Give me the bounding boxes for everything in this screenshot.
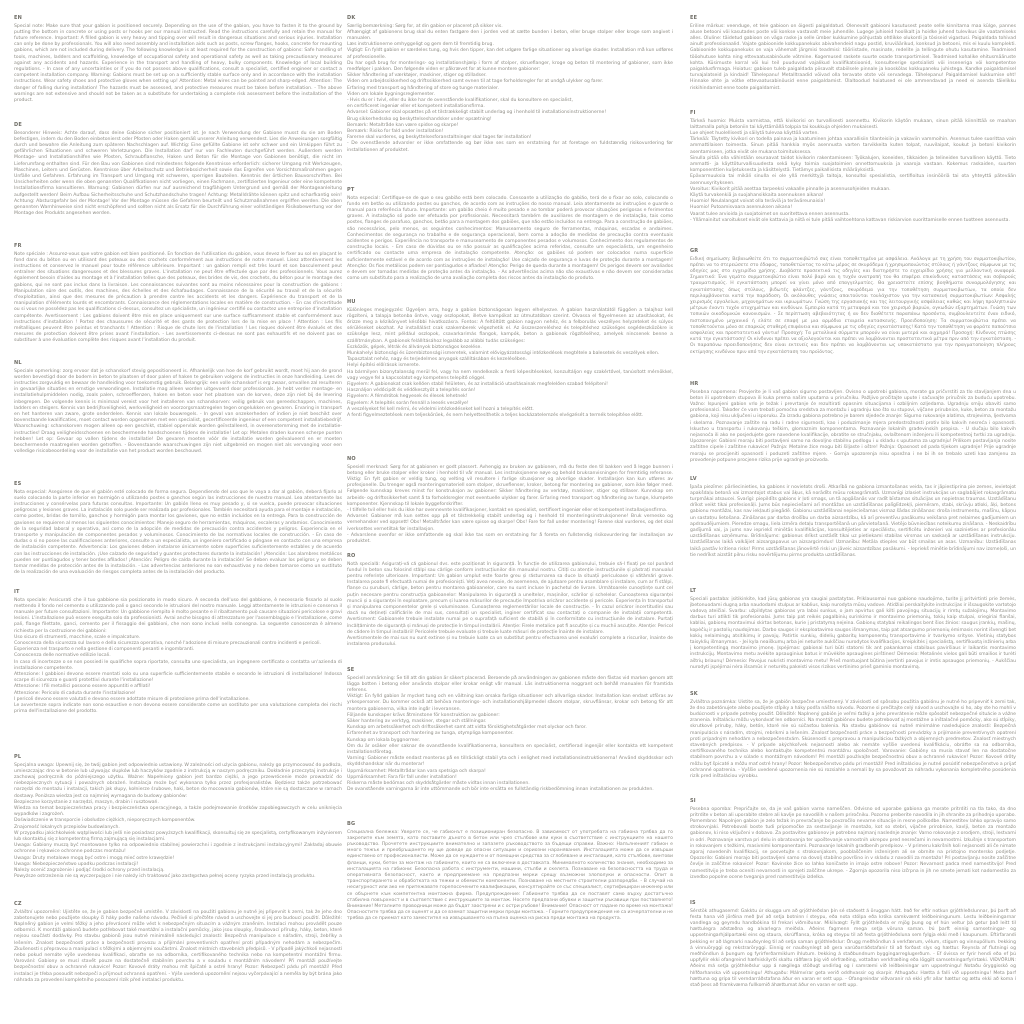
instruction-paragraph: Eszközök, gépek, létrák és állványok biztonságos kezelése. <box>347 344 482 350</box>
language-section-HR <box>690 381 1016 464</box>
instruction-paragraph: Erfaring med transport og håndtering af store og tunge materialer. <box>347 85 499 91</box>
instruction-paragraph: Ha bármilyen bizonytalanság merül fel, vagy ha nem rendelkezik a fenti képesítésekkel, konzultáljon egy szakértővel, tanúsított mérnökkel, vagy vegye fel a kapcsolatot egy kompetens telepítő céggel. <box>347 369 673 381</box>
instruction-paragraph: Uwaga: Gabiony muszą być montowane tylko na odpowiednio stabilnej powierzchni i zgodnie z instrukcjami instalacyjnymi! Zakładaj obuwie ochronne i rękawice ochronne podczas montażu! <box>14 843 342 855</box>
instruction-paragraph: Conoscenza della sicurezza sul lavoro e della sicurezza operativa, nonché l'adozione di misure precauzionali contro incidenti e pericoli. <box>14 640 322 646</box>
instruction-paragraph: Avertismentele de mai sus nu sunt extinse și nu trebuie luate ca un substitut pentru efectuarea unei evaluări complete a riscurilor, înainte de instalarea produsului. <box>347 635 673 648</box>
instruction-paragraph: A veszélyeket fel kell mérni, és védelmi intézkedéseket kell hozni a telepítés előtt. <box>347 406 534 412</box>
instruction-paragraph: Zvláštna poznámka: Uistite sa, že je gabión bezpečne umiestnený. V závislosti od spôsobu použitia gabiónu je nutné ho pripevniť k zemi tak, že dno zabetónujete alebo použijete stĺpiky a háky podľa nášho návodu. Pozorne si prečítajte celý návod a uschovajte si ho, aby ste ho mohli v budúcnosti v prípade potreby použiť. Dôležité: Naplnený gabión je veľmi ťažký a jeho prevrátenie môže spôsobiť nebezpečné situácie a vážne zranenia. Inštaláciu môžu vykonávať len odborníci. Na montáž gabiónov budete potrebovať aj montážne a inštalačné pomôcky, ako sú stĺpiky, skrutkové príruby, háky, betón, ktoré nie sú súčasťou balenia. Na stavbu gabiónov sú nutné minimálne nasledujúce znalosti: Bezpečná manipulácia s náradím, strojmi, rebríkmi a lešením. Znalosť bezpečnosti práce a bezpečnosti prevádzky a prijímanie preventívnych opatrení proti prípadným nehodám a nebezpečenstvám. Skúsenosti s prepravou a manipuláciou ťažkých a objemných predmetov. Znalosť miestnych stavebných predpisov. - V prípade akýchkoľvek nejasností alebo ak nemáte vyššie uvedenú kvalifikáciu, obráťte sa na odborníka, certifikovaného technika alebo kontaktujte kompetentnú montážnu spoločnosť. Varovanie: Gabióny sa musia stavať len na dostatočne stabilnom povrchu a v súlade s montážnym návodom! Pri montáži používajte bezpečnostnú obuv a ochranné rukavice! Pozor: Kovové drôty môžu byť špicaté a môžu mať ostré hrany! Pozor: Nebezpečenstvo pádu pri montáži! Pred inštaláciou je nutné posúdiť nebezpečenstvo a prijať ochranné opatrenia. - Vyššie uvedené upozornenia nie sú rozsiahle a nemali by sa považovať za náhradu vykonania kompletného posúdenia rizík pred inštaláciou výrobku. <box>690 699 1016 779</box>
instruction-paragraph: Advarsel: Gabioner skal opsættes på et tilstrækkeligt stabilt underlag og i henhold til installationsinstruktionerne! <box>347 110 607 116</box>
instruction-paragraph: Īpaša piezīme: pārliecinieties, ka gabions ir novietots droši. Atkarībā no gabiona izmantošanas veida, tas ir jāpiestiprina pie zemes, ievietojot apakšdaļu betonā vai izmantojot stabus vai āķus, kā norādīts mūsu rokasgrāmatā. Uzmanīgi izlasiet instrukcijas un saglabājiet rokasgrāmatu turpmākai atsaucei. Svarīgi: piepildīts gabions ir ļoti smags, un tā apgāšanās var radīt bīstamas situācijas un nopietnas traumas. Uzstādīšanu drīkst veikt tikai profesionāļi. Jums būs nepieciešami arī montāžas un uzstādīšanas palīglīdzekļi, piemēram, stabi, skrūvju atloki, āķi, betons gabionu montāžai, kas nav iekļauti piegādē. Gabionu uzstādīšanai nepieciešamas vismaz šādas zināšanas: droša instrumentu, mašīnu, kāpņu un sastatņu lietošana. Zināšanas par darba drošību un darba aizsardzību, kā arī preventīvu pasākumu veikšana pret nelaimes gadījumiem un apdraudējumiem. Pieredze smagu, liela izmēra detaļu transportēšanā un pārvietošanā. Vietējo būvniecības noteikumu zināšana. - Neskaidrību gadījumā vai, ja jums nav iepriekš minētās kvalifikācijas, konsultējieties ar speciālistu, sertificētu inženieri vai sazinieties ar profesionālu uzstādīšanas uzņēmumu. Brīdinājums: gabionus drīkst uzstādīt tikai uz pietiekami stabilas virsmas un saskaņā ar uzstādīšanas instrukciju. Uzstādīšanas laikā valkājiet aizsargapavus un aizsargcimdus! Uzmanību: Metāla stieples var būt smailas un asas. Uzmanību: Uzstādīšanas laikā pastāv kritiena risks! Pirms uzstādīšanas jānovērtē riski un jāveic aizsardzības pasākumi. - Iepriekš minētie brīdinājumi nav izsmeļoši, un tie nedrīkst aizstāt pilnu risku novērtējumu pirms produkta uzstādīšanas. <box>690 484 1016 558</box>
instruction-paragraph: Tapasztalat nehéz, nagy és terjedelmes anyagok szállításában és kezelésében. <box>347 357 528 363</box>
language-code-label: HR <box>690 381 699 387</box>
instruction-paragraph: Viktigt: En fylld gabion är mycket tung och en vältning kan orsaka farliga situationer och allvarliga skador. Installation kan endast utföras av yrkespersoner. Du kommer också att behöva monterings- och installationshjälpmedel såsom stolpar, skruvflänsar, krokar och betong för att montera gabionerna, vilka inte ingår i leveransen. <box>347 694 673 712</box>
instruction-paragraph: Tärkeää: Täytetty kivikori on todella painava ja kaatuminen johtaa vaarallisiin tilanteisiin ja vakaviin vammoihin. Asennus tulee suorittaa vain ammattilaisen toimesta. Sinun pitää hankkia myös asennusta varten tarvikkeita kuten tolpat, ruuvilaipat, koukut ja betoni kivikorin asentamiseen, jotka eivät ole mukana toimituksessa. <box>690 137 1016 155</box>
instruction-paragraph: Znajomość lokalnych przepisów budowlanych. <box>14 824 120 830</box>
instruction-paragraph: Særlig bemærkning: Sørg for, at din gabion er placeret på sikker vis. <box>347 23 503 29</box>
instruction-paragraph: Különleges megjegyzés: Ügyeljen arra, hogy a gabion biztonságosan legyen elhelyezve. A gabion használatától függően a talajhoz kell rögzíteni, a talapja betonba öntve, vagy oszlopokat, illetve kampókat az útmutatóban szerint. Olvassa el figyelmesen az utasításokat, és őrizze meg a kézikönyvet későbbi hivatkozásra. Fontos: A feltöltött gabion nagyon nehéz, és a felborulás veszélyes helyzeteket és súlyos sérüléseket okozhat. Az installálást csak szakemberek végezhetik el. Az összeszereléshez és telepítéshez szükséges segédeszközökre is szüksége lesz, mint például oszlopok, csavarkarimás flangok, kampók, beton a gabionok rögzítéséhez, amelyek nincsenek benne a szállítmányban. A gabionok felállításához legalább az alábbi tudás szükséges: <box>347 307 673 344</box>
instruction-paragraph: Du har også brug for monterings- og installationshjælp i form af stolper, skrueflanger, kroge og beton til montering af gabioner, som ikke medfølger i pakken. Den følgende viden er påkrævet for at kunne montere gabioner: <box>347 60 673 72</box>
language-code-label: SI <box>690 798 696 804</box>
language-code-label: DK <box>347 15 356 21</box>
instruction-paragraph: - Hvis du er i tvivl, eller du ikke har de ovenstående kvalifikationer, skal du konsultere en specialist, <box>347 97 573 103</box>
instruction-paragraph: - Advarslene ovenfor er ikke omfattende og skal ikke tas som en erstatning for å foreta en fullstendig risikovurdering før installasjon av produktet. <box>347 532 673 544</box>
instruction-paragraph: Conoscenza delle normative edilizie locali. <box>14 653 111 659</box>
instruction-paragraph: Epävarmuuksia tai mikäli sinulla ei ole yllä merkittyjä taitoja, konsultoi spesialistia, sertifioitua insinööriä tai ota yhteyttä pätevään asennusyritykseen. <box>690 174 1016 186</box>
language-section-IT <box>14 589 342 715</box>
language-section-EE <box>690 15 1016 92</box>
language-section-PT <box>347 187 673 282</box>
instruction-paragraph: Sérstök athugasemd: Gakktu úr skugga um að grjóthleðslan þín sé staðsett á öruggan hátt. Það fer eftir notkun grjóthleðslunnar, þú þarft að festa hana við jörðina með því að setja botninn í steypu, eða nota stólpa eða króka samkvæmt leiðbeiningunum. Lestu leiðbeiningarnar vandlega og geymdu handbókina til frekari viðmiðunar. Mikilvægt: Fyllt grjóthleðsla er mjög þung og ef hún veltur þá getur það leitt til hættulegra aðstæðna og alvarlegra meiðsla. Aðeins fagmenn mega setja vöruna saman. Þú þarft einnig samsetningar- og uppsetningarhjálpartæki eins og staura, skrúfflansa, króka og steypu til að festa grjóthleðsluna sem fylgja ekki með í kaupunum. Eftirfarandi þekking er að lágmarki nauðsynleg til að setja saman grjóthleðslur: Örugg meðhöndlun á verkfærum, vélum, stigum og vinnupöllum. Þekking á vinnuöryggi og rekstraröryggi. Einnig er nauðsynlegt að gera varúðarráðstafanir til að forðast slys og hættur. Reynsla af flutningi og meðhöndlun á þungum og fyrirferðarmiklum íhlutum. Þekking á staðbundnum byggingarreglugerðum. - Ef óvissa er fyrir hendi eða ef þú uppfyllir ekki ofangreind hæfniskilyrði skaltu ráðfæra þig við sérfræðing, vottaðan verkfræðing eða löggilt samsetningarfyrirtæki. VIÐVÖRUN: Aðeins má setja grjóthleðslur upp á nægilega stöðugt undirlag og í samræmi við leiðbeiningar um uppsetningu! Notaðu öryggisskó og hlífðarhanska við uppsetningu! Athugaðu: Málmvírar geta verið oddhvassir og skarpir. Athugaðu: Hætta á falli við uppsetningu! Meta þarf hættuna og grípa til verndarráðstafana áður en varan er sett upp. - Ofangreindar viðvaranir ná ekki yfir allar hættur og ættu ekki að koma í stað þess að framkvæma fullkomið áhættumat áður en varan er sett upp. <box>690 908 1016 988</box>
instruction-paragraph: Ειδική σημείωση: Βεβαιωθείτε ότι το συρματοκιβώτιό σας είναι τοποθετημένο με ασφάλεια. Ανάλογα με τη χρήση του συρματοκιβωτίου, πρέπει να το στερεώσετε στο έδαφος, τοποθετώντας το κάτω μέρος σε σκυρόδεμα ή χρησιμοποιώντας στύλους ή γάντζους σύμφωνα με τις οδηγίες μας στο εγχειρίδιο χρήσης. Διαβάστε προσεκτικά τις οδηγίες και διατηρήστε το εγχειρίδιο χρήσης για μελλοντική αναφορά. Σημαντικό: Ένα γεμάτο συρματοκιβώτιο είναι πολύ βαρύ και η τυχόν ανατροπή του θα επιφέρει επικίνδυνες καταστάσεις και σοβαρούς τραυματισμούς. Η εγκατάσταση μπορεί να γίνει μόνο από επαγγελματίες. Θα χρειαστείτε επίσης βοηθήματα συναρμολόγησης και εγκατάστασης όπως στύλους, βιδωτές φλάντζες, γάντζους, σκυρόδεμα για την τοποθέτηση συρματοκιβωτίων, τα οποία δεν περιλαμβάνονται κατά την παράδοση. Οι ακόλουθες γνώσεις απαιτούνται τουλάχιστον για την κατασκευή συρματοκιβωτίων: Ασφαλής χειρισμός εργαλείων, μηχανημάτων και ικριωμάτων. Γνώση της εργασιακής και της λειτουργικής ασφάλειας καθώς και λήψη προληπτικών μέτρων έναντι τυχόν ατυχημάτων και κινδύνων. Εμπειρία κατά τη μεταφορά και τον χειρισμό βαριών, ογκωδών εξαρτημάτων. Γνώση των τοπικών οικοδομικών κανονισμών. - Σε περίπτωση αβεβαιότητας ή αν δεν διαθέτετε παραπάνω προσόντα, συμβουλευτείτε έναν ειδικό, πιστοποιημένο μηχανικό ή ελάτε σε επαφή με μια αρμόδια εταιρεία κατασκευής. Προειδοποίηση: Τα συρματοκιβώτια πρέπει να τοποθετούνται μόνο σε επαρκώς σταθερή επιφάνεια και σύμφωνα με τις οδηγίες εγκατάστασης! Κατά την τοποθέτηση να φοράτε παπούτσια ασφαλείας και προστατευτικά γάντια! Προσοχή: Τα μεταλλικά σύρματα μπορούν να είναι μυτερά και αιχμηρά! Προσοχή: Κίνδυνος πτώσης κατά την εγκατάσταση! Οι κίνδυνοι πρέπει να αξιολογούνται και πρέπει να λαμβάνονται προστατευτικά μέτρα πριν από την εγκατάσταση. - Οι παραπάνω προειδοποιήσεις δεν είναι εκτενείς και δεν πρέπει να λαμβάνονται ως υποκατάστατο για την πραγματοποίηση πλήρους εκτίμησης κινδύνου πριν από την εγκατάσταση του προϊόντος. <box>690 256 1016 355</box>
language-section-NL <box>14 360 342 455</box>
instruction-paragraph: Posebna napomena: Provjerite je li vaš gabion sigurno postavljen. Ovisno o upotrebi gabiona, morate ga pričvrstiti za tlo stavljanjem dna u beton ili upotrebom stupova ili kuka prema našim uputama u priručniku. Pažljivo pročitajte upute i sačuvajte priručnik za buduću upotrebu. Važno: Ispunjeni gabion vrlo je težak i prevrtanje će rezultirati opasnim situacijama i ozbiljnim ozljedama. Ugradnju smiju obaviti samo profesionalci. Također će vam trebati pomoćna sredstva za montažu i ugradnju kao što su stupovi, vijčane prirubnice, kuke, beton za montažu gabiona, koji nisu uključeni u isporuku. Za izradu gabiona potrebno je barem sljedeće znanje: Sigurno rukovanje alatima, strojevima, ljestvama i skelama. Poznavanje zaštite na radu i radne sigurnosti, kao i poduzimanje mjera predostrožnosti protiv bilo kakvih nesreća i opasnosti. Iskustvo u transportu i rukovanju teškim, glomaznim komponentama. Poznavanje lokalnih građevinskih propisa. - U slučaju bilo kakvih nejasnoća ili ako ne posjedujete gore navedene kvalifikacije, obratite se stručnjaku, ovlaštenom inženjeru ili kompetentnoj tvrtki za ugradnju. Upozorenje: Gabioni moraju biti postavljeni samo na dovoljno stabilnu podlogu i u skladu s uputama za ugradnju! Prilikom postavljanja nosite zaštitne cipele i zaštitne rukavice! Pažnja: Metalne žice mogu biti šiljaste i oštre! Pažnja: Opasnost od pada tijekom ugradnje! Prije ugradnje moraju se procijeniti opasnosti i poduzeti zaštitne mjere. - Gornja upozorenja nisu opsežna i ne bi ih se trebalo uzeti kao zamjenu za provođenje potpune procjene rizika prije ugradnje proizvoda. <box>690 389 1016 463</box>
language-section-ES <box>14 481 342 576</box>
instruction-paragraph: en certificeret ingeniør eller et kompetent installationsfirma. <box>347 104 485 110</box>
language-code-label: PL <box>14 754 22 760</box>
language-code-label: NO <box>347 456 356 462</box>
language-code-label: PT <box>347 187 355 193</box>
language-section-FR <box>14 243 342 345</box>
column-middle <box>347 0 673 1024</box>
language-code-label: EN <box>14 15 23 21</box>
instruction-paragraph: I pericoli devono essere valutati e devono essere adottate misure di protezione prima dell'installazione. <box>14 696 250 702</box>
instruction-paragraph: Följande kunskaper krävs åtminstone för konstruktion av gabioner: <box>347 712 500 718</box>
instruction-paragraph: Le avvertenze sopra indicate non sono esaustive e non devono essere considerate come un sostituto per una valutazione completa dei rischi prima dell'installazione del prodotto. <box>14 702 342 715</box>
instruction-paragraph: Специална бележка: Уверете се, че габионът е позициониран безопасно. В зависимост от употребата на габиона трябва да го закрепите към земята, като поставите дъното в бетон или чрез стълбове или куки в съответствие с инструкциите на нашето ръководство. Прочетете инструкциите внимателно и запазете ръководството за бъдещи справки. Важно: Напълненият габион е много тежък и преобръщането му ще доведе до опасни ситуации и сериозни наранявания. Инсталацията може да се извърши единствено от професионалисти. Може да се нуждаете и от помощни средства за сглобяване и инсталация, като стълбове, винтови фланци, куки, бетон за монтаж на габионите, които не са включени в доставката. Минималното количество знания, необходимо за инсталацията на габиони: Безопасна работа с инструменти, машини, стълби и скелета. Познаване на безопасността на труда и оперативната безопасност, както и предприемане на предпазни мерки срещу възможни злополуки и опасности. Опит в транспортирането и обработката на тежки и обемисти компоненти. Познаване на местните строителни разпоредби. - В случай на несигурност или ако не притежавате горепосочените квалификации, консултирайте се със специалист, сертифициран инженер или се обърнете към компетентна монтажна фирма. Предупреждение: Габионите трябва да се поставят само върху достатъчно стабилна повърхност и в съответствие с инструкциите за монтаж. Носете предпазни обувки и защитни ръкавици при поставянето! Внимание! Металните проводници може да бъдат заострени и с остри ръбове! Внимание! Опасност от падане по време на монтажа! Опасностите трябва да се оценят и да се вземат защитни мерки преди монтажа. - Горните предупреждения не са изчерпателни и не трябва да се приемат като заместител на извършването на пълна оценка на риска преди монтажа на продукта. <box>347 829 673 922</box>
instruction-paragraph: Brug sikkerhedssko og beskyttelseshandsker under opsætning! <box>347 116 492 122</box>
instruction-paragraph: Speciale opmerking: zorg ervoor dat je schanskorf stevig gepositioneerd is. Afhankelijk van hoe de korf gebruikt wordt, moet hij aan de grond worden bevestigd door de bodem in beton te plaatsen of door palen of haken te gebruiken volgens de instructies in onze handleiding. Lees de instructies zorgvuldig en bewaar de handleiding voor toekomstig gebruik. Belangrijk: een volle schanskorf is erg zwaar, omvallen zal resulteren in gevaarlijke situaties en ernstige verwondingen. Installatie mag alleen worden uitgevoerd door professionals. Je hebt verder montage- en installatiehulpmiddelen nodig, zoals palen, schroefflenzen, haken en beton voor het plaatsen van de korven, deze zijn niet bij de levering inbegrepen. De volgende kennis is minimaal vereist voor het installeren van schanskorven: veilig gebruik van gereedschappen, machines, ladders en steigers. Kennis van bedrijfsveiligheid, werkveiligheid en voorzorgsmaatregelen tegen ongelukken en gevaren. Ervaring in transport en het hanteren van zware, grote onderdelen. Kennis van lokale bouwregels. - In geval van onzekerheden of indien je niet beschikt over bovenstaande kwalificaties, moet contact worden opgenomen met een specialist, gecertificeerde ingenieur of een competent installatiebedrijf. Waarschuwing: schanskorven mogen alleen op een geschikt, stabiel oppervlak worden geïnstalleerd, in overeenstemming met de installatie-instructies! Draag veiligheidsschoenen en beschermende handschoenen tijdens de installatie! Let op: Metalen draden kunnen scherpe punten hebben! Let op: Gevaar op vallen tijdens de installatie! De gevaren moeten vóór de installatie worden geëvalueerd en er moeten beschermende maatregelen worden getroffen. - Bovenstaande waarschuwingen zijn niet uitgebreid en mogen niet als vervanging voor een volledige risicobeoordeling voor de installatie van het product worden beschouwd. <box>14 368 342 455</box>
language-section-RO <box>347 553 673 648</box>
language-section-SE <box>347 667 673 793</box>
instruction-paragraph: - I tilfelle tvil eller hvis du ikke har ovennevnte kvalifikasjoner, kontakt en spesialist, sertifisert ingeniør eller et kompetent installasjonsfirma. <box>347 507 668 513</box>
language-code-label: HU <box>347 299 356 305</box>
language-code-label: LV <box>690 476 697 482</box>
instruction-paragraph: Uwaga: Druty metalowe mogą być ostre i mogą mieć ostre krawędzie! <box>14 855 175 861</box>
instruction-paragraph: Viden om lokale bygningsreglementer. <box>347 91 435 97</box>
instruction-paragraph: Esperienza nel trasporto e nella gestione di componenti pesanti e ingombranti. <box>14 647 195 653</box>
language-section-DE <box>14 122 342 217</box>
language-code-label: SK <box>690 691 698 697</box>
instruction-paragraph: Doświadczenie w transporcie i obsłudze ciężkich, nieporęcznych komponentów. <box>14 818 196 824</box>
language-code-label: ES <box>14 481 22 487</box>
instruction-paragraph: Nota especial: Certifique-se de que o seu gabião está bem colocado. Consoante a utilização do gabião, terá de o fixar ao solo, colocando o fundo em betão ou utilizando postes ou ganchos, de acordo com as instruções do nosso manual. Leia atentamente as instruções e guarde o manual para referência futura. Importante: um gabião cheio é muito pesado e ao tombar poderá provocar situações perigosas e ferimentos graves. A instalação só pode ser efetuada por profissionais. Necessitará também de auxiliares de montagem e de instalação, tais como postes, flanges de parafuso, ganchos, betão para a montagem dos gabiões, que não estão incluídos na entrega. Para a construção de gabiões, são necessários, pelo menos, os seguintes conhecimentos: Manuseamento seguro de ferramentas, máquinas, escadas e andaimes. Conhecimentos de segurança no trabalho e de segurança operacional, bem como a adoção de medidas de precaução contra eventuais acidentes e perigos. Experiência no transporte e manuseamento de componentes pesados e volumosos. Conhecimento dos regulamentos de construção locais. - Em caso de dúvidas ou se não possuir as qualificações acima referidas, consulte um especialista, um engenheiro certificado ou contacte uma empresa de instalação competente. Atenção: os gabiões só podem ser colocados numa superfície suficientemente estável e de acordo com as instruções de instalação! Use calçado de segurança e luvas de proteção durante a montagem! Atenção: Os fios metálicos podem ser pontiagudos e afiados! Atenção: Perigo de queda durante a montagem! Os perigos devem ser avaliados e devem ser tomadas medidas de proteção antes da instalação. - As advertências acima não são exaustivas e não devem ser consideradas como um substituto para a realização de uma avaliação completa dos riscos antes da instalação do produto. <box>347 195 673 282</box>
language-section-LT <box>690 588 1016 671</box>
instruction-paragraph: Bezpieczne korzystanie z narzędzi, maszyn, drabin i rusztowań. <box>14 799 159 805</box>
instruction-paragraph: Uppmärksamhet: Metalltrådar kan vara spetsiga och skarpa! <box>347 768 486 774</box>
instruction-paragraph: Attenzione: Pericolo di caduta durante l'installazione! <box>14 690 136 696</box>
instruction-paragraph: Wiedza na temat bezpieczeństwa pracy i bezpieczeństwa operacyjnego, a także podejmowanie środków zapobiegawczych w celu uniknięcia wypadków i zagrożeń. <box>14 805 342 818</box>
language-code-label: RO <box>347 553 356 559</box>
instruction-paragraph: Zvláštní upozornění: Ujistěte se, že je gabion bezpečně umístěn. V závislosti na použití gabionu je nutné jej připevnit k zemi, tak že jeho dno zabetonujete nebo použijete sloupky či háky podle našeho návodu. Pečlivě si přečtěte návod a uschovejte si jej pro budoucí použití. Důležité: Naplněný gabion je velmi těžký a jeho převrácení může vést k nebezpečným situacím a vážným zraněním. Instalaci mohou provádět pouze odborníci. K montáži gabionů budete potřebovat také montážní a instalační pomůcky, jako jsou sloupky, šroubovací příruby, háky, beton, které nejsou součástí dodávky. Pro stavbu gabionů jsou nutné minimálně následující znalosti: Bezpečná manipulace s nářadím, stroji, žebříky a lešením. Znalost bezpečnosti práce a bezpečnosti provozu a přijímání preventivních opatření proti případným nehodám a nebezpečím. Zkušenosti s přepravou a manipulací s těžkými a objemnými součástmi. Znalost místních stavebních předpisů. - V případě jakýchkoli nejasností nebo pokud nemáte výše uvedenou kvalifikaci, obraťte se na odborníka, certifikovaného technika nebo na kompetentní montážní firmu. Varování: Gabiony se musí stavět pouze na dostatečně stabilním povrchu a v souladu s montážním návodem! Při montáži používejte bezpečnostní obuv a ochranné rukavice! Pozor: Kovové dráty mohou mít špičaté a ostré hrany! Pozor: Nebezpečí pádu při montáži! Před instalací je třeba posoudit nebezpečí a přijmout ochranná opatření. - Výše uvedená upozornění nejsou vyčerpávající a neměla by být brána jako náhrada za provedení kompletního posouzení rizik před instalací produktu. <box>14 909 342 983</box>
instruction-paragraph: Varning: Gabioner måste endast monteras på en tillräckligt stabil yta och i enlighet med installationsinstruktionerna! Använd skyddsskor och skyddshandskar när du monterar! <box>347 756 673 768</box>
instruction-paragraph: Speciali pastaba: įsitikinkite, kad jūsų gabionas yra saugiai pastatytas. Priklausomai nuo gabiono naudojimo, turite jį pritvirtinti prie žemės, įbetonuodami dugną arba naudodami stulpus ar kablius, kaip nurodyta mūsų vadove. Atidžiai perskaitykite instrukcijas ir išsaugokite vartotojo vadovą ateičiai. Svarbu: užpildytas gabionas yra labai sunkus, o jam apvirtus gali kilti pavojingų situacijų ir rimtų sužalojimų. Montavimo darbus turi atlikti tik profesionalai. Jums taip pat reikės pagalbinių surinkimo ir montavimo priemonių, tokių kaip stulpai, sriegiriai flanšai, kabliai, gabionų montavimui skirtas betonas, kurie į pristatymą neįeina. Gabionų statybai reikalingos bent šios žinios: saugus įrankių, mašinų, kopėčių ir pastolių naudojimas. Darbo saugos ir eksploatavimo saugos išmanymas, taip pat atsargumo priemonių ėmimasis norint išvengti bet kokių nelaimingų atsitikimų ir pavojų. Patirtis sunkių, didelių gabaritų komponentų transportavimo ir tvarkymo srityse. Vietinių statybos taisyklių išmanymas. - Jei kyla neaiškumų arba jei neturite aukščiau nurodytos kvalifikacijos, kreipkitės į specialistą, sertifikuotą inžinierių arba į kompetentingą montavimo įmonę. Įspėjimas: gabionai turi būti statomi tik ant pakankamai stabilaus paviršiaus ir laikantis montavimo instrukcijų. Montavimo metu avėkite apsauginius batus ir mūvėkite apsaugines pirštines! Dėmesio: Metalinės vielos gali būti smailios ir turėti aštrių briaunų! Dėmesio: Pavojus nukristi montavimo metu! Prieš montuojant būtina įvertinti pavojus ir imtis apsaugos priemonių. - Aukščiau nurodyti įspėjimai nėra išsamūs ir neturėtų pakeisti visos rizikos vertinimo prieš gaminio montavimą. <box>690 596 1016 670</box>
instruction-paragraph: Note spéciale : Assurez-vous que votre gabion est bien positionné. En fonction de l'utilisation du gabion, vous devez le fixer au sol en plaçant le fond dans du béton ou en utilisant des poteaux ou des crochets conformément aux instructions de notre manuel. Lisez attentivement les instructions et conservez le manuel pour toute référence ultérieure. Important : un gabion rempli est très lourd et son basculement peut entraîner des situations dangereuses et des blessures graves. L'installation ne peut être effectuée que par des professionnels. Vous aurez également besoin d'aides au montage et à l'installation telles que des poteaux, des brides de vis, des crochets, du béton pour le montage des gabions, qui ne sont pas inclus dans la livraison. Les connaissances suivantes sont au moins nécessaires pour la construction de gabions : Manipulation sûre des outils, des machines, des échelles et des échafaudages. Connaissance de la sécurité au travail et de la sécurité d'exploitation, ainsi que des mesures de précaution à prendre contre les accidents et les dangers. Expérience du transport et de la manipulation d'éléments lourds et encombrants. Connaissance des réglementations locales en matière de construction. - En cas d'incertitude ou si vous ne possédez pas les qualifications ci-dessus, consultez un spécialiste, un ingénieur certifié ou contactez une entreprise d'installation compétente. Avertissement : Les gabions doivent être mis en place uniquement sur une surface suffisamment stable et conformément aux instructions d'installation ! Portez des chaussures de sécurité et des gants de protection lors de la mise en place ! Attention : Les fils métalliques peuvent être pointus et tranchants ! Attention : Risque de chute lors de l'installation ! Les risques doivent être évalués et des mesures de protection doivent être prises avant l'installation. - Les avertissements ci-dessus ne sont pas exhaustifs et ne doivent pas se substituer à une évaluation complète des risques avant l'installation du produit. <box>14 251 342 344</box>
language-section-CZ <box>14 901 342 984</box>
language-code-label: IS <box>690 900 696 906</box>
instruction-paragraph: Munkahelyi biztonsági és üzembiztonsági ismeretek, valamint elővigyázatossági intézkedések megtétele a balesetek és veszélyek ellen. <box>347 350 660 356</box>
instruction-paragraph: A fenti figyelmeztetések nem teljeskörűek, és nem helyettesíthetik a teljes kockázatelemzés elvégzését a termék telepítése előtt. <box>347 412 644 418</box>
instruction-paragraph: In caso di incertezze o se non possiedi le qualifiche sopra riportate, consulta uno specialista, un ingegnere certificato o contatta un'azienda di installazione competente. <box>14 659 342 671</box>
language-code-label: IT <box>14 589 20 595</box>
instruction-paragraph: W przypadku jakichkolwiek wątpliwości lub jeśli nie posiadasz powyższych kwalifikacji, skonsultuj się ze specjalistą, certyfikowanym inżynierem lub skontaktuj się z kompetentną firmą zajmującą się instalacjami. <box>14 830 342 842</box>
language-section-NO <box>347 456 673 545</box>
language-code-label: CZ <box>14 901 22 907</box>
column-left <box>14 0 342 1024</box>
instruction-paragraph: Uso sicuro di strumenti, macchine, scale e impalcature. <box>14 634 141 640</box>
instruction-paragraph: Posebna opomba: Prepričajte se, da je vaš gabion varno nameščen. Odvisno od uporabe gabiona ga morate pritrditi na tla tako, da dno pritrdite v beton ali uporabite stebre ali kavlje po navodilih v našem priročniku. Pozorno preberite navodila in jih shranite za prihodnjo uporabo. Pomembno: Napolnjen gabion je zelo težak in prevračanje bo povzročilo nevarne situacije in resne poškodbe. Namestitev lahko opravijo samo strokovnjaki. Potrebovali boste tudi pripomočke za sestavljanje in montažo, kot so stebri, vijačne prirobnice, kavlji, beton za montažo gabionov, ki niso vključeni v dobavo. Za postavitev gabionov je potrebno najmanj naslednje znanje: Varno rokovanje z orodjem, stroji, lestvami in odri. Poznavanje varstva pri delu in obratovanja ter upoštevanje varnostnih ukrepov pred nesrečami in nevarnostmi. Izkušnje s transportom in rokovanjem s težkimi, masivnimi komponentami. Poznavanje lokalnih gradbenih predpisov. - V primeru kakršnih koli nejasnosti ali če nimate zgoraj navedenih kvalifikacij, se posvetujte s strokovnjakom, pooblaščenim inženirjem ali se obrnite na pristojno montersko podjetje. Opozorilo: Gabioni morajo biti postavljeni samo na dovolj stabilno površino in v skladu z navodili za montažo! Pri postavljanju nosite zaščitne čevlje in zaščitne rokavice! Pozor: Kovinske žice so lahko koničaste in imajo ostre robove! Pozor: Nevarnost padca med namestitvijo! Pred namestitvijo je treba oceniti nevarnosti in sprejeti zaščitne ukrepe. - Zgornja opozorila niso izčrpna in jih ne smete jemati kot nadomestilo za izvedbo popolne ocene tveganja pred namestitvijo izdelka. <box>690 806 1016 880</box>
instruction-paragraph: Viden om arbejdssikkerhed og driftssikkerhed samt evnen til at tage forholdsregler for at undgå ulykker og farer. <box>347 79 604 85</box>
instruction-paragraph: Figyelem: A gabionokat csak kellően stabil felületen, és az installáció utasításainak megfelelően szabad felépíteni! <box>347 381 608 387</box>
instruction-paragraph: Figyelem: A fémdrótok hegyesek és élesek lehetnek! <box>347 394 468 400</box>
language-section-DK <box>347 15 673 154</box>
instruction-paragraph: Säker hantering av verktyg, maskiner, stegar och ställningar. <box>347 718 487 724</box>
language-section-EN <box>14 15 342 104</box>
instruction-paragraph: Használjon védőcipőt és védőkesztyűt a telepítés során! <box>347 388 476 394</box>
instruction-paragraph: Attenzione: I gabbioni devono essere montati solo su una superficie sufficientemente stabile e secondo le istruzioni di installazione! Indossa scarpe di sicurezza e guanti protettivi durante l'installazione! <box>14 671 342 684</box>
instruction-paragraph: Powyższe ostrzeżenia nie są wyczerpujące i nie należy ich traktować jako zastępstwa pełnej oceny ryzyka przed instalacją produktu. <box>14 874 316 880</box>
instruction-paragraph: Attenzione: I fili metallici possono essere appuntiti e affilati! <box>14 684 151 690</box>
language-code-label: FR <box>14 243 22 249</box>
language-code-label: NL <box>14 360 22 366</box>
instruction-paragraph: Huomio! Neulalangat voivat olla teräviä ja teräväreunaisia! <box>690 199 826 205</box>
language-code-label: GR <box>690 248 699 254</box>
instruction-paragraph: Nota especial: Asegúrese de que el gabión esté colocado de forma segura. Dependiendo del uso que le vaya a dar al gabión, deberá fijarlo al suelo colocando la parte inferior en hormigón o utilizando postes o ganchos según las instrucciones de nuestro manual. Lea atentamente las instrucciones y consérvelas para futuras consultas. Importante: Un gabión lleno es muy pesado y, si se vuelca, puede provocar situaciones peligrosas y lesiones graves. La instalación solo puede ser realizada por profesionales. También necesitará ayuda para el montaje e instalación, como postes, bridas de tornillo, ganchos y hormigón para montar los gaviones, que no están incluidos en la entrega. Para la construcción de gaviones se requieren al menos los siguientes conocimientos: Manejo seguro de herramientas, máquinas, escaleras y andamios. Conocimiento de la seguridad laboral y operativa, así como de la adopción de medidas de precaución contra accidentes y peligros. Experiencia en el transporte y manipulación de componentes pesados y voluminosos. Conocimiento de las normativas locales de construcción. - En caso de dudas o si no posee las cualificaciones anteriores, consulte a un especialista, un ingeniero certificado o póngase en contacto con una empresa de instalación competente. Advertencia: Los gaviones deben instalarse únicamente sobre superficies suficientemente estables y de acuerdo con las instrucciones de instalación. ¡Use calzado de seguridad y guantes protectores durante la instalación! ¡Atención: Los alambres metálicos pueden ser puntiagudos y tener bordes afilados! ¡Atención: Peligro de caída durante la instalación! Se deben evaluar los peligros y se deben tomar medidas de protección antes de la instalación. - Las advertencias anteriores no son exhaustivas y no deben tomarse como un sustituto de la realización de una evaluación de riesgos completa antes de la instalación del producto. <box>14 489 342 576</box>
language-code-label: EE <box>690 15 698 21</box>
instruction-paragraph: Vaarat tulee arvioida ja suojatoimet on suoritettava ennen asennusta. <box>690 211 850 217</box>
instruction-paragraph: Lue ohjeet huolellisesti ja säilytä tulevaa käyttöä varten. <box>690 130 819 136</box>
instruction-paragraph: De ovanstående varningarna är inte uttömmande och bör inte ersätta en fullständig riskbedömning innan installationen av produkten. <box>347 787 654 793</box>
instruction-paragraph: Huomio! Putoamisvaara asennuksen aikana! <box>690 205 793 211</box>
instruction-paragraph: Bemærk: Risiko for fald under installation! <box>347 128 444 134</box>
instruction-paragraph: Sinulla pitää olla vähintään seuraavat taidot kivikorin rakentamiseen: Työkalujen, koneiden, tikkaiden ja telineiden turvallinen käyttö. Tieto ammatti- ja käyttöturvallisuudesta sekä kyky toimia suojatoimien onnettomuuksia ja vaaroja vastaan. Kokemus raskaiden, suurten komponenttien kuljetuksesta ja käsittelystä. Tietämys paikallisista määräyksistä. <box>690 155 1016 174</box>
instruction-paragraph: Speciell anmärkning: Se till att din gabion är säkert placerad. Beroende på användningen av gabionen måste den fästas vid marken genom att lägga botten i betong eller använda stolpar eller krokar enligt vår manual. Läs instruktionerna noggrant och behåll manualen för framtida referens. <box>347 675 673 693</box>
instruction-paragraph: Specjalna uwaga: Upewnij się, że twój gabion jest odpowiednio ustawiony. W zależności od użycia gabionu, należy go przymocować do podłoża, umieszczając dno w betonie lub używając słupków lub haczyków zgodnie z instrukcją w naszym podręczniku. Dokładnie przeczytaj instrukcje i zachowaj podręcznik do późniejszego użytku. Ważne: Napełniony gabion jest bardzo ciężki, a jego przewrócenie może prowadzić do niebezpiecznych sytuacji i poważnych obrażeń. Instalacja może być wykonana tylko przez profesjonalistów. Będziesz także potrzebować narzędzi do montażu i instalacji, takich jak słupy, kołnierze śrubowe, haki, beton do mocowania gabionów, które nie są dostarczane w ramach dostawy. Poniższa wiedza jest co najmniej wymagana do budowy gabionów: <box>14 762 342 799</box>
instruction-paragraph: Notă specială: Asigurați-vă că gabionul dvs. este poziționat în siguranță. În funcție de utilizarea gabionului, trebuie să-l fixați pe sol punând fundul în beton sau folosind stâlpi sau cârlige conform instrucțiunilor din manualul nostru. Citiți cu atenție instrucțiunile și păstrați manualul pentru referințe ulterioare. Important: Un gabion umplut este foarte greu și răsturnarea sa duce la situații periculoase și vătămări grave. Instalarea poate fi efectuată numai de profesioniști. Veți avea nevoie, de asemenea, de ajutoare pentru asamblare și instalare, cum ar fi stâlpi, flanșe cu șuruburi, cârlige, beton pentru montarea gabioanelor, care nu sunt incluse în pachetul de livrare. Următoarele cunoștințe sunt cel puțin necesare pentru construcția gabioanelor: Manipularea în siguranță a uneltelor, mașinilor, scărilor și schelelor. Cunoașterea siguranței muncii și a siguranței în exploatare, precum și luarea măsurilor de precauție împotriva oricăror accidente și pericole. Experiența în transportul și manipularea componentelor grele și voluminoase. Cunoașterea reglementărilor locale de construcție. - În cazul oricăror incertitudini sau dacă nu dețineți calificările de mai sus, consultați un specialist, inginer certificat sau contactați o companie de instalații competentă. Avertisment: Gabioanele trebuie instalate numai pe o suprafață suficient de stabilă și în conformitate cu instrucțiunile de instalare. Purtați încălțăminte de siguranță și mănuși de protecție în timpul instalării. Atenție: Firele metalice pot fi ascuțite și cu muchii ascuțite. Atenție: Pericol de cădere în timpul instalării! Pericolele trebuie evaluate și trebuie luate măsuri de protecție înainte de instalare. <box>347 561 673 635</box>
instruction-paragraph: Advarsel: Gabioner må kun settes opp på et tilstrekkelig stabilt underlag og i henhold til monteringsinstruksjonene! Bruk vernesko og vernehansker ved oppsett! Obs! Metalltråder kan være spisse og skarpe! Obs! Fare for fall under montering! Farene skal vurderes, og det skal iverksettes vernetiltak før installasjon. <box>347 514 673 532</box>
instruction-paragraph: Kunskap om lokala byggnormer. <box>347 737 421 743</box>
language-section-LV <box>690 476 1016 559</box>
language-code-label: BG <box>347 821 356 827</box>
instruction-paragraph: Erfarenhet av transport och hantering av tunga, otympliga komponenter. <box>347 731 514 737</box>
instruction-paragraph: Należy ocenić zagrożenie i podjąć środki ochrony przed instalacją. <box>14 867 165 873</box>
instruction-paragraph: Uwaga: Niebezpieczeństwo upadku podczas instalacji! <box>14 861 139 867</box>
instruction-paragraph: Besonderer Hinweis: Achte darauf, dass deine Gabione sicher positioniert ist. Je nach Verwendung der Gabione musst du sie am Boden befestigen, indem du den Boden einbetonierst oder Pfosten oder Haken gemäß unserer Anleitung verwendest. Lies die Anweisungen sorgfältig durch und bewahre die Anleitung zum späteren Nachschlagen auf. Wichtig: Eine gefüllte Gabione ist sehr schwer und ein Umkippen führt zu gefährlichen Situationen und schweren Verletzungen. Die Installation darf nur von Fachleuten durchgeführt werden. Außerdem werden Montage- und Installationshilfen wie Pfosten, Schraubflansche, Haken und Beton für die Montage von Gabionen benötigt, die nicht im Lieferumfang enthalten sind. Für den Bau von Gabionen sind mindestens folgende Kenntnisse erforderlich: sicherer Umgang mit Werkzeugen, Maschinen, Leitern und Gerüsten. Kenntnisse über Arbeitsschutz und Betriebssicherheit sowie das Ergreifen von Vorsichtsmaßnahmen gegen Unfälle und Gefahren. Erfahrung im Transport und Umgang mit schweren, sperrigen Bauteilen. Kenntnis der örtlichen Bauvorschriften. Bei Unsicherheiten oder wenn die oben genannten Qualifikationen nicht vorliegen, einen Fachmann, zertifizierten Ingenieur oder eine kompetente Installationsfirma konsultieren. Warnung: Gabionen dürfen nur auf ausreichend tragfähigem Untergrund und gemäß der Montageanleitung aufgestellt werden! Beim Aufbau Sicherheitsschuhe und Schutzhandschuhe tragen! Achtung: Metalldrähte können spitz und scharfkantig sein! Achtung: Absturzgefahr bei der Montage! Vor der Montage müssen die Gefahren beurteilt und Schutzmaßnahmen ergriffen werden. Die oben genannten Warnhinweise sind nicht erschöpfend und sollten nicht als Ersatz für die Durchführung einer vollständigen Risikobewertung vor der Montage des Produkts angesehen werden. <box>14 130 342 217</box>
instruction-paragraph: Riskerna måste bedömas och skyddsåtgärder måste vidtas innan installationen. <box>347 780 530 786</box>
instruction-paragraph: Helyi építési előírások ismerete. <box>347 363 421 369</box>
language-section-SK <box>690 691 1016 780</box>
instruction-paragraph: Varoitus: Kivikorit pitää asettaa tarpeeksi vakaalle pinnalle ja asennusohjeiden mukaan. <box>690 186 891 192</box>
column-right <box>690 0 1016 1024</box>
language-section-IS <box>690 900 1016 989</box>
language-section-SI <box>690 798 1016 881</box>
language-section-FI <box>690 110 1016 224</box>
instruction-paragraph: Special note: Make sure that your gabion is positioned securely. Depending on the use of the gabion, you have to fasten it to the ground by putting the bottom in concrete or using posts or hooks per our manual instructed. Read the instructions carefully and retain the manual for future reference. Important: A filled gabion is very heavy and tipping over will result in dangerous situations and serious injuries. Installation can only be done by professionals. You will also need assembly and installation aids such as posts, screw flanges, hooks, concrete for mounting gabions, which are not included during delivery. The following knowledge is at least required for the construction of gabions: Safe handling of tools, machines, ladders and scaffolding, knowledge of occupational safety and operational safety as well as taking precautionary measures against any accidents and hazards. Experience in the transport and handling of heavy, bulky components. Knowledge of local building regulations. - In case of any uncertainties or if you do not possess above qualifications, consult a specialist, certified engineer or contact a competent installation company. Warning: Gabions must be set up on a sufficiently stable surface only and in accordance with the installation instructions. Wear safety shoes and protective gloves when setting up! Attention: Metal wires can be pointed and sharp-edged. Attention: The danger of falling during installation! The hazards must be assessed, and protective measures must be taken before installation. - The above warnings are not extensive and should not be taken as a substitute for undertaking a complete risk assessment before the installation of the product. <box>14 23 342 103</box>
language-section-PL <box>14 754 342 880</box>
instruction-paragraph: Farerne skal vurderes, og beskyttelsesforanstaltninger skal tages før installation! <box>347 135 532 141</box>
instruction-paragraph: Afhængigt af gabionens brug skal du enten fastgøre den i jorden ved at sætte bunden i beton, eller bruge stolper eller kroge som angivet i manualen. <box>347 29 673 41</box>
instruction-paragraph: Figyelem: A telepítés során fennáll a leesés veszélye! <box>347 400 469 406</box>
language-code-label: LT <box>690 588 697 594</box>
instruction-paragraph: Om du är osäker eller saknar de ovanstående kvalifikationerna, konsultera en specialist, certifierad ingenjör eller kontakta ett kompetent installationsföretag. <box>347 743 673 755</box>
instruction-paragraph: Vigtigt: En fyldt gabion er særdeles tung, og hvis den tipper, kan det udgøre farlige situationer og alvorlige skader. Installation må kun udføres af professionelle. <box>347 48 673 60</box>
language-code-label: SE <box>347 667 355 673</box>
language-section-GR <box>690 248 1016 356</box>
language-code-label: DE <box>14 122 22 128</box>
instruction-paragraph: - De ovenstående advarsler er ikke omfattende og bør ikke ses som en erstatning for at foretage en fuldstændig risikovurdering før installationen af produktet. <box>347 141 673 153</box>
instruction-paragraph: Nota speciale: Assicurati che il tuo gabbione sia posizionato in modo sicuro. A seconda dell'uso del gabbione, è necessario fissarlo al suolo mettendo il fondo nel cemento o utilizzando pali o ganci secondo le istruzioni del nostro manuale. Leggi attentamente le istruzioni e conserva il manuale per future consultazioni. Importante: Un gabbione riempito è molto pesante e il ribaltamento può causare situazioni pericolose e gravi lesioni. L'installazione può essere eseguita solo da professionisti. Avrai anche bisogno di attrezzature per l'assemblaggio e l'installazione, come pali, flange filettate, ganci, cemento per il fissaggio dei gabbioni, che non sono inclusi nella consegna. La seguente conoscenza è almeno richiesta per la costruzione dei gabbioni: <box>14 597 342 634</box>
instruction-paragraph: Uppmärksamhet: Fara för fall under installation! <box>347 774 457 780</box>
instruction-paragraph: Læs instruktionerne omhyggeligt og gem dem til fremtidig brug. <box>347 42 494 48</box>
instruction-paragraph: Tärkeä huomio: Muista varmistaa, että kivikorisi on turvallisesti asennettu. Kivikorin käytön mukaan, sinun pitää kiinnittää se maahan laittamalla pohja betoniin tai käyttämällä tolppia tai koukkuja ohjeiden mukaisesti. <box>690 118 1016 130</box>
instruction-paragraph: Kunskap om arbetssäkerhet och driftssäkerhet samt att vidta försiktighetsåtgärder mot olyckor och faror. <box>347 725 587 731</box>
instruction-paragraph: Käytä turvakenkiä ja suojahansikkaita asennuksen aikana! <box>690 192 824 198</box>
language-code-label: FI <box>690 110 696 116</box>
instruction-paragraph: Spesiell merknad: Sørg for at gabionen er godt plassert. Avhengig av bruken av gabionen, må du feste den til bakken ved å legge bunnen i betong eller bruke stolper eller kroker i henhold til vår manual. Les instruksjonene nøye og behold bruksanvisningen for fremtidig referanse. Viktig: En fylt gabion er veldig tung, og velting vil resultere i farlige situasjoner og alvorlige skader. Installasjon kan kun utføres av profesjonelle. Du trenger også monteringsmateriell som stolper, skrueflenser, kroker, betong for montering av gabioner, som ikke følger med. Følgende kunnskap kreves minst for konstruksjon av gabioner: Sikker håndtering av verktøy, maskiner, stiger og stillaser. Kunnskap om arbeids- og driftssikkerhet samt å ta forholdsregler mot eventuelle ulykker og farer. Erfaring med transport og håndtering av tunge, klumpete komponenter. Kjennskap til lokale byggeforskrifter. <box>347 464 673 507</box>
instruction-paragraph: Sikker håndtering af værktøjer, maskiner, stiger og stilladser. <box>347 73 487 79</box>
instruction-paragraph: Eriline märkus: veenduge, et teie gabioon on õigesti paigaldatud. Olenevalt gabiooni kasutusest peate selle kinnitama maa külge, pannes aluse betooni või kasutades poste või konkse vastavalt meie juhendile. Lugege juhiseid hoolikalt ja hoidke juhend tulevikus üle vaatamiseks alles. Oluline: täidetud gabioon on väga raske ja selle ümber kukkumine põhjustab ohtlikke olukordi ja tõsiseid vigastusi. Paigaldada tohivad ainult professionaalid. Vajate gabioonide kokkupanekuks abivahendeid nagu postid, kruviäärikud, konksud ja betooni, mis ei kuulu komplekti. Gabioonide kokkupanekuks on vaja vähemalt järgmisi teadmisi: tööriistade, masinate, redelite ja tellingute ohutu kasutamine. Teadmised tööohutuse kohta ning ettevaatusabinõude võtmine. Kogemused raskete suurte osade transportimisel. Teadmised kohalike ehitusmääruste kohta. Küsimuste korral või kui teil puuduvad vajalikud kvalifikatsioonid, konsulteerige spetsialisti või inseneriga või kompetentse paigaldusfirmaga. Hoiatus: gabioon tuleb paigaldada piisavalt stabiilsele pinnale ja kooskõlas kokkupaneku juhistega. Kandke paigaldamisel turvajalatseid ja kindaid! Tähelepanu! Metalltraadid võivad olla teravate otste või servadega. Tähelepanu! Paigaldamisel kukkumise oht! Hinnake ohte ja võtke ettevaatusabinõusid enne paigaldamist. Ülaltoodud hoiatused ei ole ammendavad ja need ei asenda täielikku riskihindamist enne toote paigaldamist. <box>690 23 1016 91</box>
language-section-BG <box>347 821 673 923</box>
language-section-HU <box>347 299 673 419</box>
instruction-paragraph: - Yllämainitut varoitukset eivät ole kattavia ja niitä ei tule pitää vaihtoehtona kattavan riskiarvion suorittamiselle ennen tuotteen asennusta. <box>690 217 1010 223</box>
instruction-paragraph: Bemærk: Metaltråde kan være spidse og skarpe! <box>347 122 459 128</box>
